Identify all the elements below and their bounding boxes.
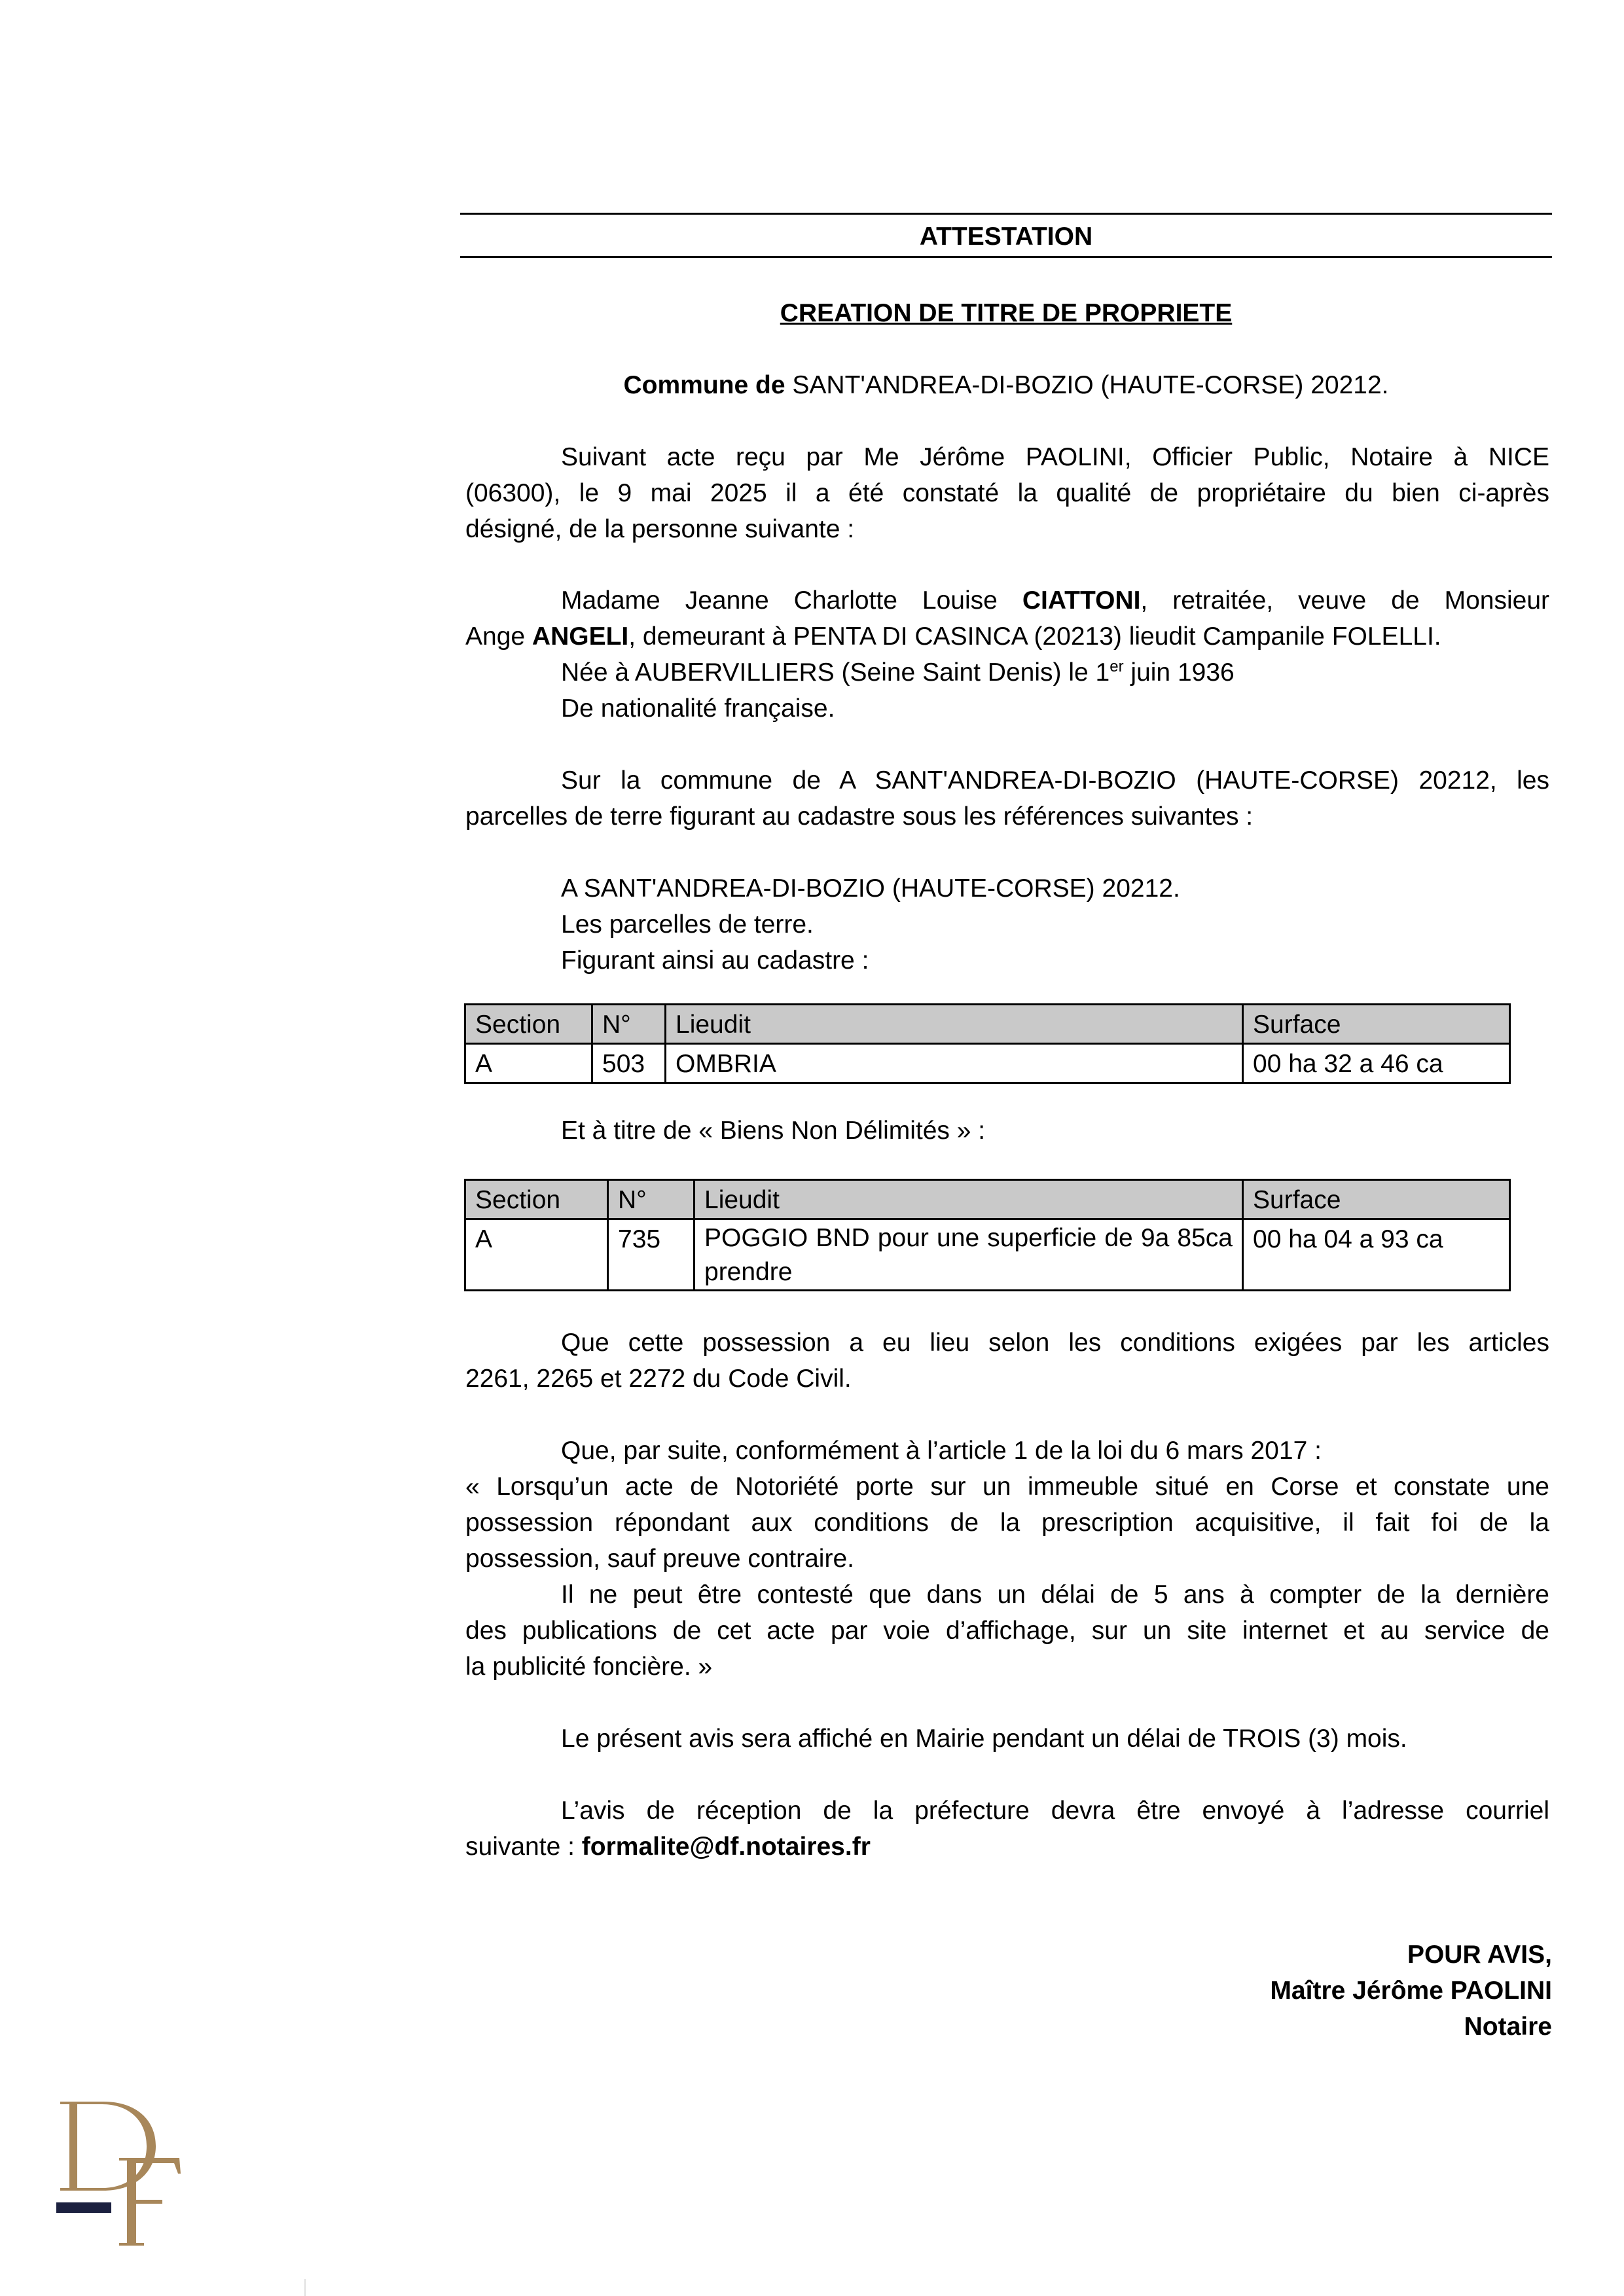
cell-lieudit: OMBRIA bbox=[666, 1044, 1243, 1083]
law-line-1: Que, par suite, conformément à l’article 1 de la loi du 6 mars 2017 : bbox=[561, 1437, 1322, 1465]
person-line-1 bbox=[465, 583, 1549, 619]
logo-d-letter bbox=[60, 2102, 156, 2191]
commune-paragraph-line-1: Sur la commune de A SANT'ANDREA-DI-BOZIO (HAUTE-CORSE) 20212, les bbox=[561, 766, 1549, 795]
person-surname: CIATTONI bbox=[1022, 586, 1141, 615]
cell-surface: 00 ha 04 a 93 ca bbox=[1243, 1219, 1510, 1291]
law-line-3: possession répondant aux conditions de la prescription acquisitive, il fait foi de la bbox=[465, 1509, 1549, 1537]
header-section: Section bbox=[465, 1180, 608, 1219]
commune-name: SANT'ANDREA-DI-BOZIO (HAUTE-CORSE) 20212. bbox=[792, 371, 1389, 399]
commune-label: Commune de bbox=[623, 371, 785, 399]
avis-line-2 bbox=[465, 1829, 1549, 1865]
person-address: , demeurant à PENTA DI CASINCA (20213) lieudit Campanile FOLELLI. bbox=[628, 622, 1441, 651]
header-surface: Surface bbox=[1243, 1005, 1510, 1044]
table-header-row bbox=[465, 1180, 1510, 1219]
acte-line-1: Suivant acte reçu par Me Jérôme PAOLINI, Officier Public, Notaire à NICE bbox=[561, 443, 1549, 471]
header-number: N° bbox=[608, 1180, 695, 1219]
signature-pour-avis: POUR AVIS, bbox=[1407, 1941, 1552, 1969]
title-bottom-rule bbox=[460, 256, 1552, 258]
table-row bbox=[465, 1219, 1510, 1291]
commune-paragraph-line-2: parcelles de terre figurant au cadastre sous les références suivantes : bbox=[465, 802, 1254, 831]
table-row bbox=[465, 1044, 1510, 1083]
avis-paragraph bbox=[465, 1793, 1549, 1865]
email-address: formalite@df.notaires.fr bbox=[581, 1833, 871, 1861]
nationality-line: De nationalité française. bbox=[561, 694, 835, 723]
parcel-intro-line-3: Figurant ainsi au cadastre : bbox=[561, 946, 869, 975]
commune-paragraph bbox=[465, 762, 1549, 834]
cell-lieudit: POGGIO BND pour une superficie de 9a 85ca prendre bbox=[695, 1219, 1243, 1291]
logo-bar bbox=[56, 2202, 111, 2213]
birth-line bbox=[561, 655, 1235, 691]
law-line-7: la publicité foncière. » bbox=[465, 1653, 713, 1681]
law-line-6: des publications de cet acte par voie d’affichage, sur un site internet et au service de bbox=[465, 1617, 1549, 1645]
birth-place: Née à AUBERVILLIERS (Seine Saint Denis) le 1 bbox=[561, 658, 1110, 687]
spouse-firstname: Ange bbox=[465, 622, 532, 651]
commune-line bbox=[460, 367, 1552, 403]
avis-prefix: suivante : bbox=[465, 1833, 582, 1861]
parcel-intro-line-2: Les parcelles de terre. bbox=[561, 910, 814, 939]
header-number: N° bbox=[592, 1005, 666, 1044]
parcel-intro-line-1: A SANT'ANDREA-DI-BOZIO (HAUTE-CORSE) 20212. bbox=[561, 874, 1180, 903]
law-line-2: « Lorsqu’un acte de Notoriété porte sur un immeuble situé en Corse et constate une bbox=[465, 1473, 1549, 1501]
avis-line-1: L’avis de réception de la préfecture devra être envoyé à l’adresse courriel bbox=[561, 1797, 1549, 1825]
logo-f-letter bbox=[119, 2158, 181, 2246]
person-status: , retraitée, veuve de Monsieur bbox=[1140, 586, 1549, 615]
subtitle: CREATION DE TITRE DE PROPRIETE bbox=[780, 299, 1233, 327]
signature-name: Maître Jérôme PAOLINI bbox=[1270, 1977, 1552, 2005]
margin-mark bbox=[304, 2279, 306, 2296]
possession-line-1: Que cette possession a eu lieu selon les conditions exigées par les articles bbox=[561, 1329, 1549, 1357]
birth-day-suffix: er bbox=[1110, 658, 1124, 675]
law-line-4: possession, sauf preuve contraire. bbox=[465, 1545, 854, 1573]
header-lieudit: Lieudit bbox=[666, 1005, 1243, 1044]
acte-line-2: (06300), le 9 mai 2025 il a été constaté la qualité de propriétaire du bien ci-après bbox=[465, 479, 1549, 507]
title-top-rule bbox=[460, 213, 1552, 215]
cell-section: A bbox=[465, 1044, 592, 1083]
acte-paragraph bbox=[465, 439, 1549, 547]
law-paragraph bbox=[465, 1433, 1549, 1685]
possession-paragraph bbox=[465, 1325, 1549, 1397]
possession-line-2: 2261, 2265 et 2272 du Code Civil. bbox=[465, 1365, 852, 1393]
acte-line-3: désigné, de la personne suivante : bbox=[465, 515, 855, 543]
bnd-table bbox=[464, 1179, 1511, 1291]
cell-surface: 00 ha 32 a 46 ca bbox=[1243, 1044, 1510, 1083]
person-line-2 bbox=[465, 619, 1549, 655]
bnd-intro: Et à titre de « Biens Non Délimités » : bbox=[561, 1117, 986, 1145]
spouse-surname: ANGELI bbox=[532, 622, 629, 651]
cell-number: 735 bbox=[608, 1219, 695, 1291]
signature-title: Notaire bbox=[1464, 2013, 1552, 2041]
header-lieudit: Lieudit bbox=[695, 1180, 1243, 1219]
header-surface: Surface bbox=[1243, 1180, 1510, 1219]
affichage-paragraph: Le présent avis sera affiché en Mairie pendant un délai de TROIS (3) mois. bbox=[561, 1725, 1407, 1753]
cell-number: 503 bbox=[592, 1044, 666, 1083]
df-logo-icon bbox=[52, 2098, 196, 2248]
header-section: Section bbox=[465, 1005, 592, 1044]
cell-section: A bbox=[465, 1219, 608, 1291]
page-title: ATTESTATION bbox=[919, 223, 1093, 251]
law-line-5: Il ne peut être contesté que dans un délai de 5 ans à compter de la dernière bbox=[561, 1581, 1549, 1609]
person-paragraph bbox=[465, 583, 1549, 655]
birth-date: juin 1936 bbox=[1123, 658, 1235, 687]
person-names: Madame Jeanne Charlotte Louise bbox=[561, 586, 1022, 615]
cadastre-table bbox=[464, 1003, 1511, 1084]
table-header-row bbox=[465, 1005, 1510, 1044]
